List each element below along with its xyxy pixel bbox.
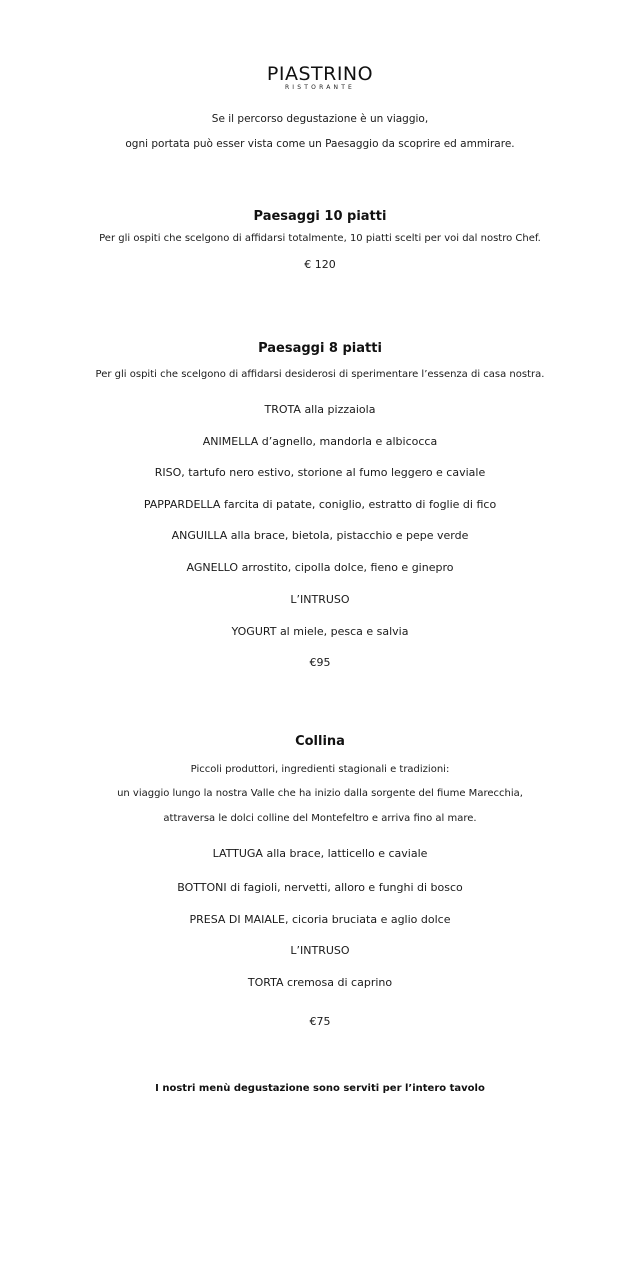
menu-description: Per gli ospiti che scelgono di affidarsi desiderosi di sperimentare l’essenza di casa nostra. <box>95 369 545 380</box>
menu-dish: BOTTONI di fagioli, nervetti, alloro e funghi di bosco <box>177 881 463 894</box>
menu-title-paesaggi-10: Paesaggi 10 piatti <box>253 209 387 224</box>
menu-dish: ANIMELLA d’agnello, mandorla e albicocca <box>202 435 438 448</box>
menu-price: € 120 <box>304 258 336 271</box>
menu-description: Per gli ospiti che scelgono di affidarsi totalmente, 10 piatti scelti per voi dal nostro Chef. <box>99 233 541 244</box>
menu-title-paesaggi-8: Paesaggi 8 piatti <box>258 341 382 356</box>
menu-dish: L’INTRUSO <box>290 593 350 606</box>
logo-title: PIASTRINO <box>266 63 374 85</box>
menu-dish: L’INTRUSO <box>290 944 350 957</box>
menu-dish: YOGURT al miele, pesca e salvia <box>231 625 409 638</box>
menu-dish: RISO, tartufo nero estivo, storione al fumo leggero e caviale <box>154 466 486 479</box>
menu-dish: PAPPARDELLA farcita di patate, coniglio, estratto di foglie di fico <box>143 498 497 511</box>
menu-dish: AGNELLO arrostito, cipolla dolce, fieno e ginepro <box>186 561 454 574</box>
menu-dish: ANGUILLA alla brace, bietola, pistacchio e pepe verde <box>171 529 469 542</box>
menu-description: attraversa le dolci colline del Montefeltro e arriva fino al mare. <box>163 813 477 824</box>
menu-dish: TORTA cremosa di caprino <box>247 976 393 989</box>
menu-description: un viaggio lungo la nostra Valle che ha inizio dalla sorgente del fiume Marecchia, <box>117 788 523 799</box>
logo-subtitle: RISTORANTE <box>284 84 356 91</box>
intro-line: Se il percorso degustazione è un viaggio, <box>211 113 429 125</box>
footer-note: I nostri menù degustazione sono serviti per l’intero tavolo <box>155 1083 485 1094</box>
menu-price: €75 <box>309 1015 331 1028</box>
menu-dish: LATTUGA alla brace, latticello e caviale <box>212 847 428 860</box>
menu-description: Piccoli produttori, ingredienti stagionali e tradizioni: <box>190 764 450 775</box>
menu-title-collina: Collina <box>295 734 345 749</box>
menu-price: €95 <box>309 656 331 669</box>
menu-dish: TROTA alla pizzaiola <box>264 403 376 416</box>
menu-dish: PRESA DI MAIALE, cicoria bruciata e aglio dolce <box>189 913 451 926</box>
intro-line: ogni portata può esser vista come un Paesaggio da scoprire ed ammirare. <box>125 138 515 150</box>
